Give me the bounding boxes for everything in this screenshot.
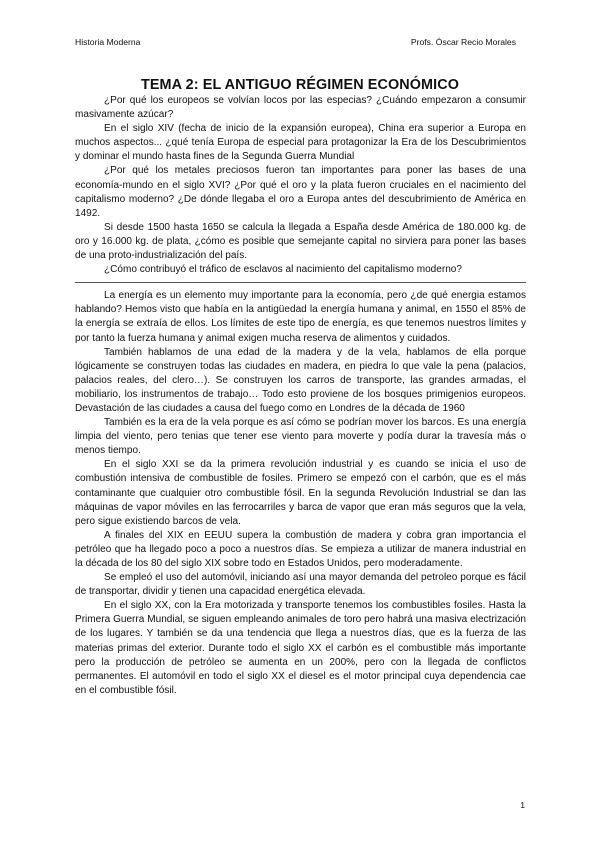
question-paragraph: Si desde 1500 hasta 1650 se calcula la llegada a España desde América de 180.000 kg. de oro y 16.000 kg. de plata, ¿cómo es posible que semejante capital no sirviera para poner las bases de una proto-industrialización del país.: [75, 221, 526, 262]
question-paragraph: ¿Cómo contribuyó el tráfico de esclavos al nacimiento del capitalismo moderno?: [104, 264, 462, 276]
body-paragraph: Se empleó el uso del automóvil, iniciando así una mayor demanda del petroleo porque es fácil de transportar, dividir y tienen una capacidad energética elevada.: [75, 572, 526, 598]
body-paragraph: La energía es un elemento muy importante para la economía, pero ¿de qué energia estamos hablando? Hemos visto que había en la antigüedad la energía humana y animal, en 1550 el 85% de la energía se extraía de ellos. Los límites de este tipo de energía, es que tenemos nuestros límites y por tanto la fuerza humana y animal exigen mucha reserva de alimentos y cuidados.: [75, 290, 526, 344]
body-paragraph: En el siglo XXI se da la primera revolución industrial y es cuando se inicia el uso de combustión intensiva de combustible de fosiles. Primero se empezó con el carbón, que es el más contaminante que cualquier otro combustible fósil. En la segunda Revolución Industrial se dan las máquinas de vapor móviles en las ferrocarriles y barca de vapor que eran más seguros que la vela, pero sigue existiendo barcos de vela.: [75, 459, 526, 527]
page-number: 1: [520, 800, 525, 810]
header-author: Profs. Óscar Recio Morales: [410, 37, 516, 47]
body-paragraph: En el siglo XX, con la Era motorizada y transporte tenemos los combustibles fosiles. Hasta la Primera Guerra Mundial, se siguen empleando animales de toro pero habrá una masiva electrización de los lugares. Y también se da una tendencia que llega a nuestros días, que es la fuerza de las materias primas del exterior. Durante todo el siglo XX el carbón es el combustible más importante pero la producción de petróleo se aumenta en un 200%, pero con la llegada de conflictos permanentes. El automóvil en todo el siglo XX el diesel es el motor principal cuya dependencia cae en el combustible fósil.: [75, 600, 526, 696]
header-course: Historia Moderna: [75, 37, 141, 47]
question-paragraph: ¿Por qué los europeos se volvían locos por las especias? ¿Cuándo empezaron a consumir masivamente azúcar?: [75, 95, 526, 121]
document-content: [75, 94, 526, 698]
body-paragraph: También es la era de la vela porque es así cómo se podrían mover los barcos. Es una energía limpia del viento, pero tenias que tener ese viento para moverte y podía durar la travesía más o menos tiempo.: [75, 417, 526, 457]
body-paragraph: También hablamos de una edad de la madera y de la vela, hablamos de ella porque lógicamente se construyen todas las ciudades en madera, en piedra lo que vale la pena (palacios, palacios reales, del clero…). Se construyen los carros de transporte, las grandes armadas, el mobiliario, los instrumentos de trabajo… Todo esto proviene de los bosques primigenios europeos. Devastación de las ciudades a causa del fuego como en Londres de la década de 1960: [75, 346, 526, 414]
page-title: TEMA 2: EL ANTIGUO RÉGIMEN ECONÓMICO: [140, 77, 460, 93]
question-paragraph: ¿Por qué los metales preciosos fueron tan importantes para poner las bases de una economía-mundo en el siglo XVI? ¿Por qué el oro y la plata fueron cruciales en el nacimiento del capitalismo moderno? ¿De dónde llegaba el oro a Europa antes del descubrimiento de América en 1492.: [75, 165, 526, 219]
question-paragraph: En el siglo XIV (fecha de inicio de la expansión europea), China era superior a Europa en muchos aspectos... ¿qué tenía Europa de especial para protagonizar la Era de los Descubrimientos y dominar el mundo hasta fines de la Segunda Guerra Mundial: [75, 123, 526, 163]
section-divider: [75, 282, 526, 283]
body-paragraph: A finales del XIX en EEUU supera la combustión de madera y cobra gran importancia el petróleo que ha llegado poco a poco a nuestros días. Se empieza a utilizar de manera industrial en la década de los 80 del siglo XIX sobre todo en Estados Unidos, pero moderadamente.: [75, 529, 526, 569]
